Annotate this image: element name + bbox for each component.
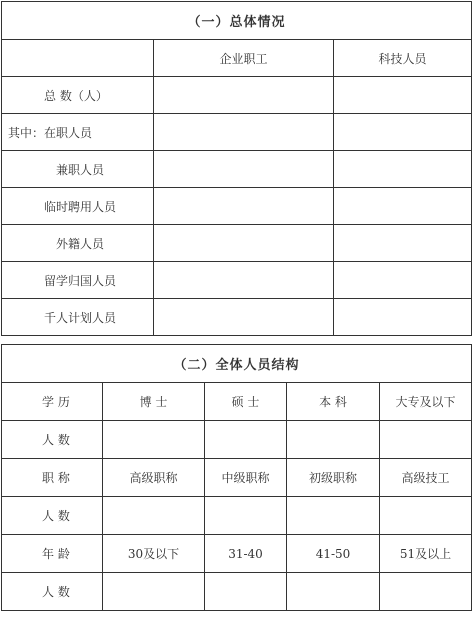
input-cell[interactable] — [334, 114, 472, 151]
row-label-part-time: 兼职人员 — [2, 151, 154, 188]
input-cell[interactable] — [205, 497, 287, 535]
header-age-30-below: 30及以下 — [103, 535, 205, 573]
input-cell[interactable] — [154, 114, 334, 151]
header-masters: 硕 士 — [205, 383, 287, 421]
input-cell[interactable] — [103, 421, 205, 459]
header-doctorate: 博 士 — [103, 383, 205, 421]
personnel-structure-table — [1, 344, 472, 611]
header-junior-title: 初级职称 — [287, 459, 380, 497]
row-label-in-service: 其中：在职人员 — [2, 114, 154, 151]
input-cell[interactable] — [154, 151, 334, 188]
col-header-employees: 企业职工 — [154, 40, 334, 77]
col-header-tech-staff: 科技人员 — [334, 40, 472, 77]
row-label-title: 职 称 — [2, 459, 103, 497]
header-age-51-above: 51及以上 — [380, 535, 472, 573]
input-cell[interactable] — [205, 573, 287, 611]
input-cell[interactable] — [154, 188, 334, 225]
input-cell[interactable] — [380, 497, 472, 535]
input-cell[interactable] — [154, 77, 334, 114]
header-bachelor: 本 科 — [287, 383, 380, 421]
input-cell[interactable] — [334, 262, 472, 299]
input-cell[interactable] — [380, 573, 472, 611]
input-cell[interactable] — [334, 299, 472, 336]
row-label-returnees: 留学归国人员 — [2, 262, 154, 299]
row-label-age: 年 龄 — [2, 535, 103, 573]
header-age-41-50: 41-50 — [287, 535, 380, 573]
overall-situation-table — [1, 1, 472, 336]
input-cell[interactable] — [287, 421, 380, 459]
header-intermediate-title: 中级职称 — [205, 459, 287, 497]
row-label-thousand-talents: 千人计划人员 — [2, 299, 154, 336]
input-cell[interactable] — [205, 421, 287, 459]
row-label-count-title: 人 数 — [2, 497, 103, 535]
input-cell[interactable] — [287, 573, 380, 611]
corner-cell — [2, 40, 154, 77]
section1-title: （一）总体情况 — [2, 2, 472, 40]
input-cell[interactable] — [154, 225, 334, 262]
row-label-education: 学 历 — [2, 383, 103, 421]
input-cell[interactable] — [287, 497, 380, 535]
header-college-below: 大专及以下 — [380, 383, 472, 421]
row-label-temporary: 临时聘用人员 — [2, 188, 154, 225]
input-cell[interactable] — [334, 225, 472, 262]
input-cell[interactable] — [334, 151, 472, 188]
row-label-foreign: 外籍人员 — [2, 225, 154, 262]
input-cell[interactable] — [334, 77, 472, 114]
input-cell[interactable] — [103, 573, 205, 611]
row-label-count-age: 人 数 — [2, 573, 103, 611]
input-cell[interactable] — [154, 262, 334, 299]
input-cell[interactable] — [154, 299, 334, 336]
header-senior-title: 高级职称 — [103, 459, 205, 497]
section2-title: （二）全体人员结构 — [2, 345, 472, 383]
row-label-total: 总 数（人） — [2, 77, 154, 114]
header-age-31-40: 31-40 — [205, 535, 287, 573]
header-senior-technician: 高级技工 — [380, 459, 472, 497]
input-cell[interactable] — [103, 497, 205, 535]
input-cell[interactable] — [334, 188, 472, 225]
input-cell[interactable] — [380, 421, 472, 459]
row-label-count-education: 人 数 — [2, 421, 103, 459]
